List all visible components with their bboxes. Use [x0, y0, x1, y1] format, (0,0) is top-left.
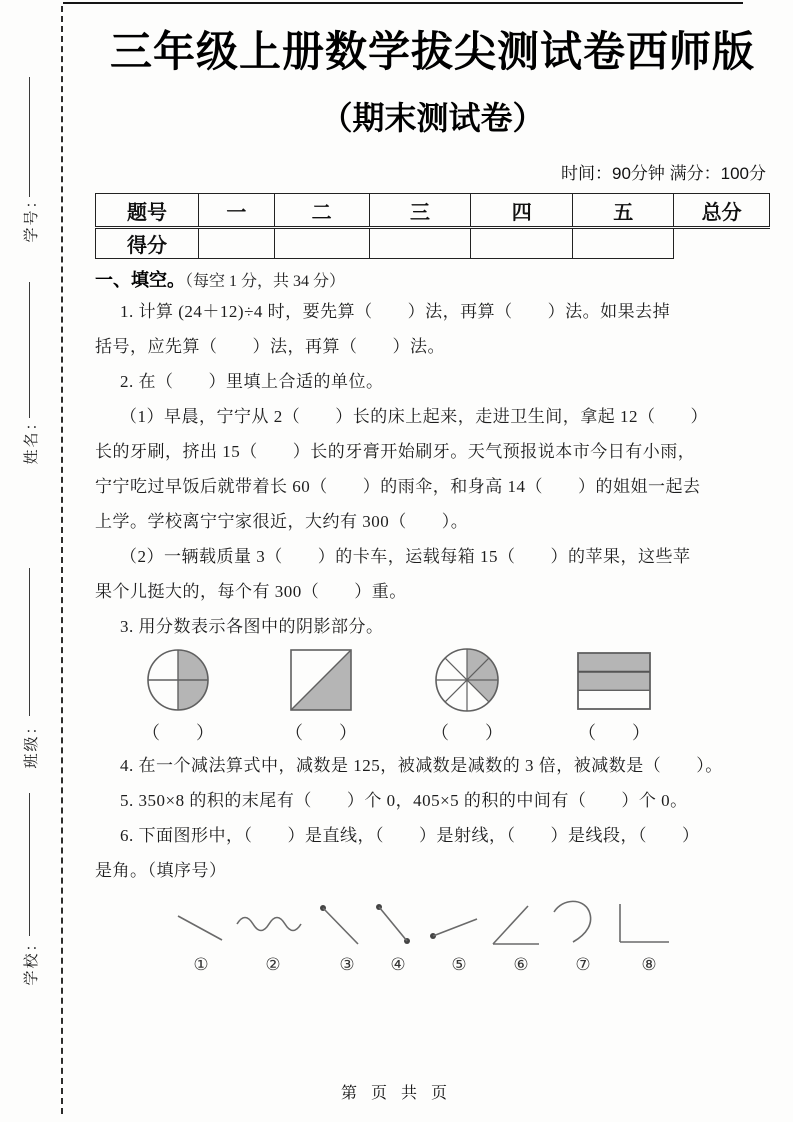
exam-title: 三年级上册数学拔尖测试卷西师版 — [109, 28, 755, 75]
question-5: 5. 350×8 的积的末尾有（ ）个 0，405×5 的积的中间有（ ）个 0。 — [120, 791, 688, 810]
time-score-info: 时间：90分钟 满分：100分 — [561, 164, 766, 183]
question-2-1-line-4: 上学。学校离宁宁家很近，大约有 300（ ）。 — [95, 512, 469, 531]
score-table-header-cell: 二 — [274, 194, 369, 228]
fill-in-line — [29, 568, 30, 716]
score-table-header-cell: 四 — [471, 194, 573, 228]
field-label-school: 学校： — [24, 934, 40, 986]
exam-content — [95, 0, 770, 980]
figure-number-label: ② — [265, 955, 281, 974]
field-label-student-id: 学号： — [24, 191, 40, 243]
question-2-1-line-1: （1）早晨，宁宁从 2（ ）长的床上起来，走进卫生间，拿起 12（ ） — [120, 407, 708, 426]
figure-ray-2 — [430, 919, 477, 939]
figure-arc — [554, 901, 591, 942]
figure-number-label: ⑤ — [451, 955, 467, 974]
figure-ray — [320, 905, 358, 944]
figure-number-label: ① — [193, 955, 209, 974]
question-2-1-line-2: 长的牙刷，挤出 15（ ）长的牙膏开始刷牙。天气预报说本市今日有小雨， — [95, 442, 696, 461]
fraction-rect-thirds — [578, 653, 650, 709]
score-cell — [573, 228, 674, 259]
question-2-1-line-3: 宁宁吃过早饭后就带着长 60（ ）的雨伞，和身高 14（ ）的姐姐一起去 — [95, 477, 701, 496]
fill-in-line — [29, 282, 30, 418]
figure-angle — [493, 906, 539, 944]
figure-segment — [376, 904, 410, 944]
score-table — [95, 193, 770, 259]
fraction-circle-quarters — [148, 650, 208, 710]
figure-number-label: ③ — [339, 955, 355, 974]
field-label-class: 班级： — [24, 717, 40, 769]
figure-number-label: ⑦ — [575, 955, 591, 974]
section-1-title: 一、填空。 — [95, 270, 185, 290]
answer-bracket: （ ） — [142, 723, 214, 743]
section-1-note: （每空 1 分，共 34 分） — [185, 273, 346, 290]
fraction-answer-row — [95, 718, 770, 748]
geometry-figures — [95, 892, 770, 980]
question-1-line-1: 1. 计算 (24＋12)÷4 时，要先算（ ）法，再算（ ）法。如果去掉 — [120, 302, 671, 321]
score-table-header-cell: 一 — [199, 194, 274, 228]
exam-subtitle: （期末测试卷） — [320, 100, 545, 136]
question-2-2-line-1: （2）一辆载质量 3（ ）的卡车，运载每箱 15（ ）的苹果，这些苹 — [120, 547, 691, 566]
figure-line — [178, 916, 222, 940]
answer-bracket: （ ） — [431, 723, 503, 743]
field-label-name: 姓名： — [24, 413, 40, 465]
question-2-2-line-2: 果个儿挺大的，每个有 300（ ）重。 — [95, 582, 407, 601]
page-footer: 第 页 共 页 — [340, 1085, 452, 1102]
score-table-header-cell: 三 — [369, 194, 471, 228]
question-2: 2. 在（ ）里填上合适的单位。 — [120, 372, 384, 391]
score-cell — [369, 228, 471, 259]
question-1-line-2: 括号，应先算（ ）法，再算（ ）法。 — [95, 337, 445, 356]
score-table-score-row — [96, 228, 770, 259]
score-table-header-cell: 题号 — [96, 194, 199, 228]
figure-number-label: ⑧ — [641, 955, 657, 974]
score-table-header-row — [96, 194, 770, 228]
figure-number-label: ⑥ — [513, 955, 529, 974]
fraction-circle-eighths — [436, 649, 498, 711]
fill-in-line — [29, 793, 30, 936]
question-3: 3. 用分数表示各图中的阴影部分。 — [120, 617, 384, 636]
question-4: 4. 在一个减法算式中，减数是 125，被减数是减数的 3 倍，被减数是（ ）。 — [120, 756, 723, 775]
question-6-line-1: 6. 下面图形中，（ ）是直线，（ ）是射线，（ ）是线段，（ ） — [120, 826, 700, 845]
fold-dashed-line — [61, 6, 63, 1114]
score-row-label: 得分 — [96, 228, 199, 259]
section-1-heading — [95, 268, 770, 294]
fill-in-line — [29, 77, 30, 197]
figure-right-angle — [620, 904, 669, 942]
score-cell — [199, 228, 274, 259]
figure-number-label: ④ — [390, 955, 406, 974]
fraction-square-diagonal — [291, 650, 351, 710]
score-table-header-cell: 五 — [573, 194, 674, 228]
score-cell — [274, 228, 369, 259]
fraction-figures — [95, 644, 770, 718]
answer-bracket: （ ） — [285, 723, 357, 743]
figure-curve — [237, 918, 301, 931]
question-6-line-2: 是角。（填序号） — [95, 861, 227, 880]
score-table-header-cell: 总分 — [674, 194, 770, 228]
score-cell — [471, 228, 573, 259]
answer-bracket: （ ） — [578, 723, 650, 743]
